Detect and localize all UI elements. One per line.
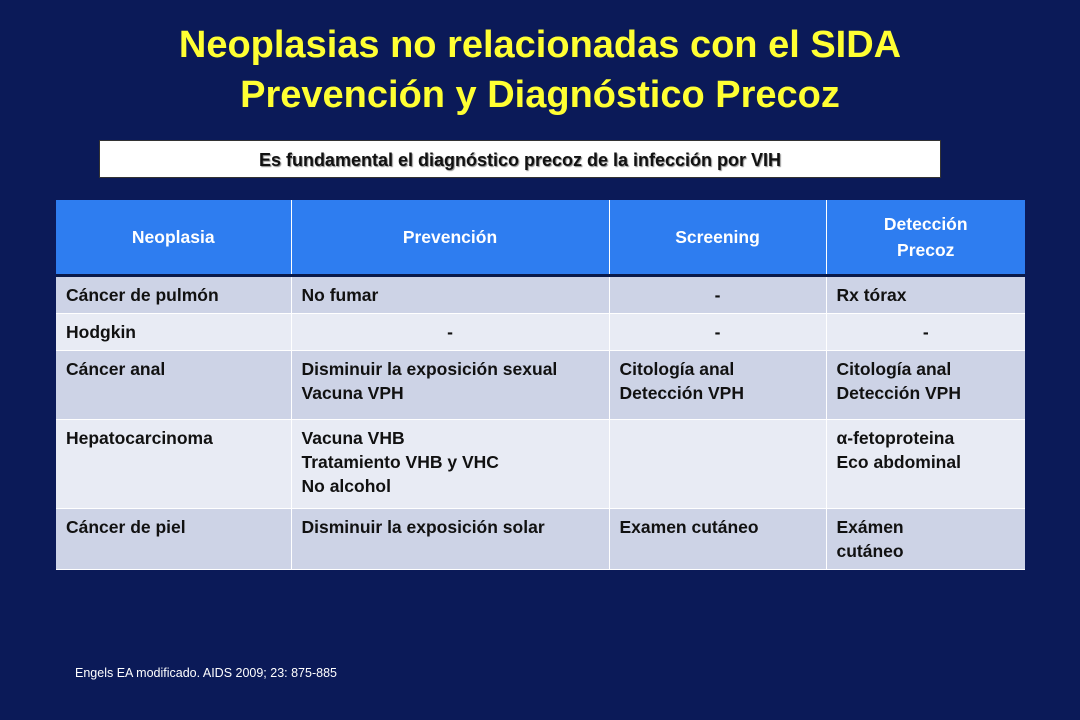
reference-citation: Engels EA modificado. AIDS 2009; 23: 875-885 [75, 666, 337, 680]
cell-prevencion: - [291, 314, 609, 351]
cell-screening: - [609, 314, 826, 351]
header-neoplasia: Neoplasia [56, 200, 291, 276]
cell-deteccion: Rx tórax [826, 276, 1025, 314]
header-deteccion: Detección Precoz [826, 200, 1025, 276]
cell-neoplasia: Cáncer de piel [56, 509, 291, 570]
cell-screening: Examen cutáneo [609, 509, 826, 570]
table-header-row [56, 200, 1025, 276]
slide-title [0, 20, 1080, 120]
table-row [56, 276, 1025, 314]
cell-screening [609, 420, 826, 509]
title-line-1: Neoplasias no relacionadas con el SIDA [178, 24, 902, 66]
cell-deteccion: Exámen cutáneo [826, 509, 1025, 570]
cell-screening: - [609, 276, 826, 314]
cell-prevencion: Disminuir la exposición sexual Vacuna VPH [291, 351, 609, 420]
table-row [56, 420, 1025, 509]
cell-deteccion: Citología anal Detección VPH [826, 351, 1025, 420]
title-line-2: Prevención y Diagnóstico Precoz [240, 74, 840, 116]
cell-prevencion: No fumar [291, 276, 609, 314]
cell-deteccion: α-fetoproteina Eco abdominal [826, 420, 1025, 509]
cell-neoplasia: Cáncer de pulmón [56, 276, 291, 314]
table-row [56, 351, 1025, 420]
subtitle-box: Es fundamental el diagnóstico precoz de la infección por VIH [99, 140, 941, 178]
neoplasia-table [56, 200, 1025, 570]
table-row [56, 509, 1025, 570]
cell-screening: Citología anal Detección VPH [609, 351, 826, 420]
cell-prevencion: Vacuna VHB Tratamiento VHB y VHC No alcohol [291, 420, 609, 509]
cell-neoplasia: Hepatocarcinoma [56, 420, 291, 509]
table-row [56, 314, 1025, 351]
cell-deteccion: - [826, 314, 1025, 351]
cell-prevencion: Disminuir la exposición solar [291, 509, 609, 570]
header-screening: Screening [609, 200, 826, 276]
cell-neoplasia: Hodgkin [56, 314, 291, 351]
cell-neoplasia: Cáncer anal [56, 351, 291, 420]
header-prevencion: Prevención [291, 200, 609, 276]
